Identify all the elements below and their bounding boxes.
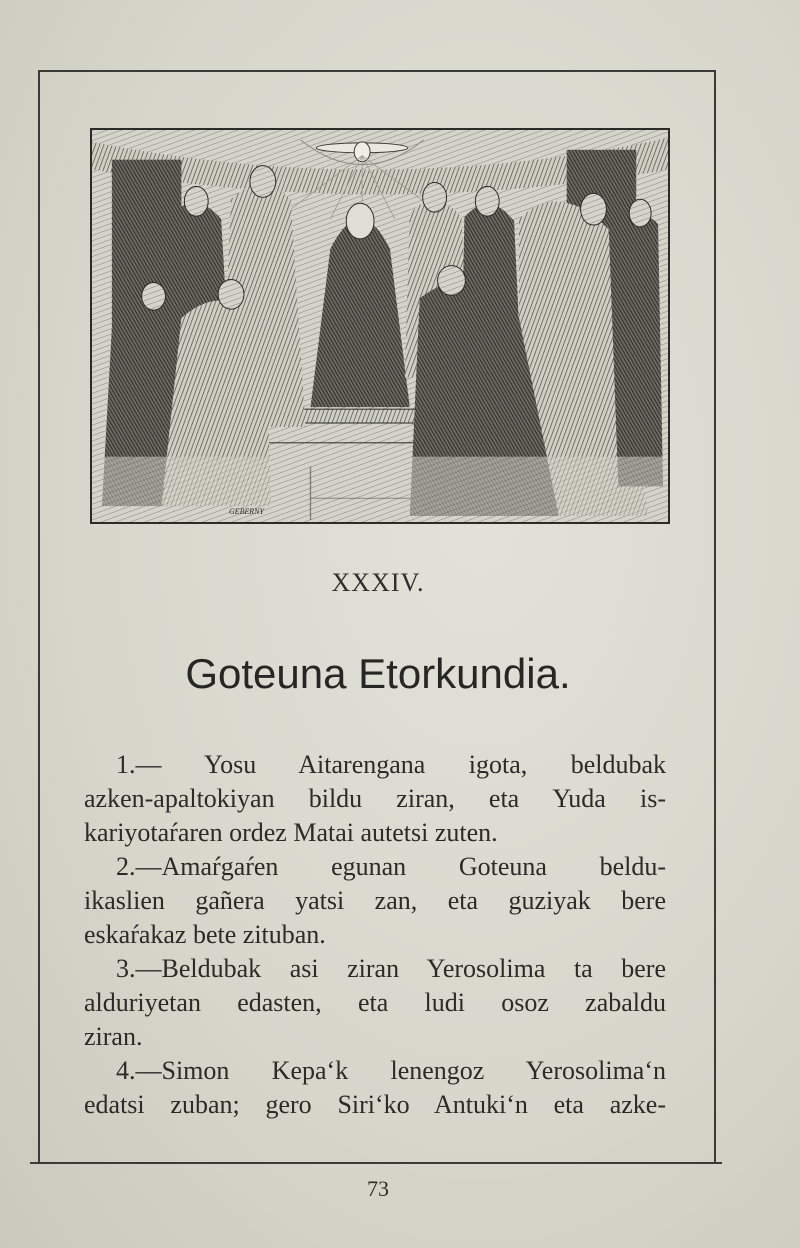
pentecost-engraving — [90, 128, 670, 524]
text-line: alduriyetan edasten, eta ludi osoz zabaldu — [84, 988, 666, 1017]
text-line: ziran. — [84, 1022, 143, 1051]
text-line: 4.—Simon Kepa‘k lenengoz Yerosolima‘n — [116, 1056, 666, 1085]
chapter-number: XXXIV. — [331, 568, 425, 597]
text-line: kariyotaŕaren ordez Matai autetsi zuten. — [84, 818, 498, 847]
text-line: eskaŕakaz bete zituban. — [84, 920, 326, 949]
body-text — [84, 748, 666, 1122]
artist-signature: GEBERNY — [229, 507, 264, 517]
text-line: azken-apaltokiyan bildu ziran, eta Yuda is- — [84, 784, 666, 813]
bottom-rule — [30, 1162, 722, 1164]
text-line: ikaslien gañera yatsi zan, eta guziyak bere — [84, 886, 666, 915]
text-line: 1.— Yosu Aitarengana igota, beldubak — [116, 750, 666, 779]
chapter-title: Goteuna Etorkundia. — [185, 650, 571, 697]
text-line: 2.—Amaŕgaŕen egunan Goteuna beldu- — [116, 852, 666, 881]
engraving-art — [92, 130, 668, 522]
text-line: edatsi zuban; gero Siri‘ko Antuki‘n eta azke- — [84, 1090, 666, 1119]
page-number: 73 — [367, 1176, 389, 1201]
text-line: 3.—Beldubak asi ziran Yerosolima ta bere — [116, 954, 666, 983]
